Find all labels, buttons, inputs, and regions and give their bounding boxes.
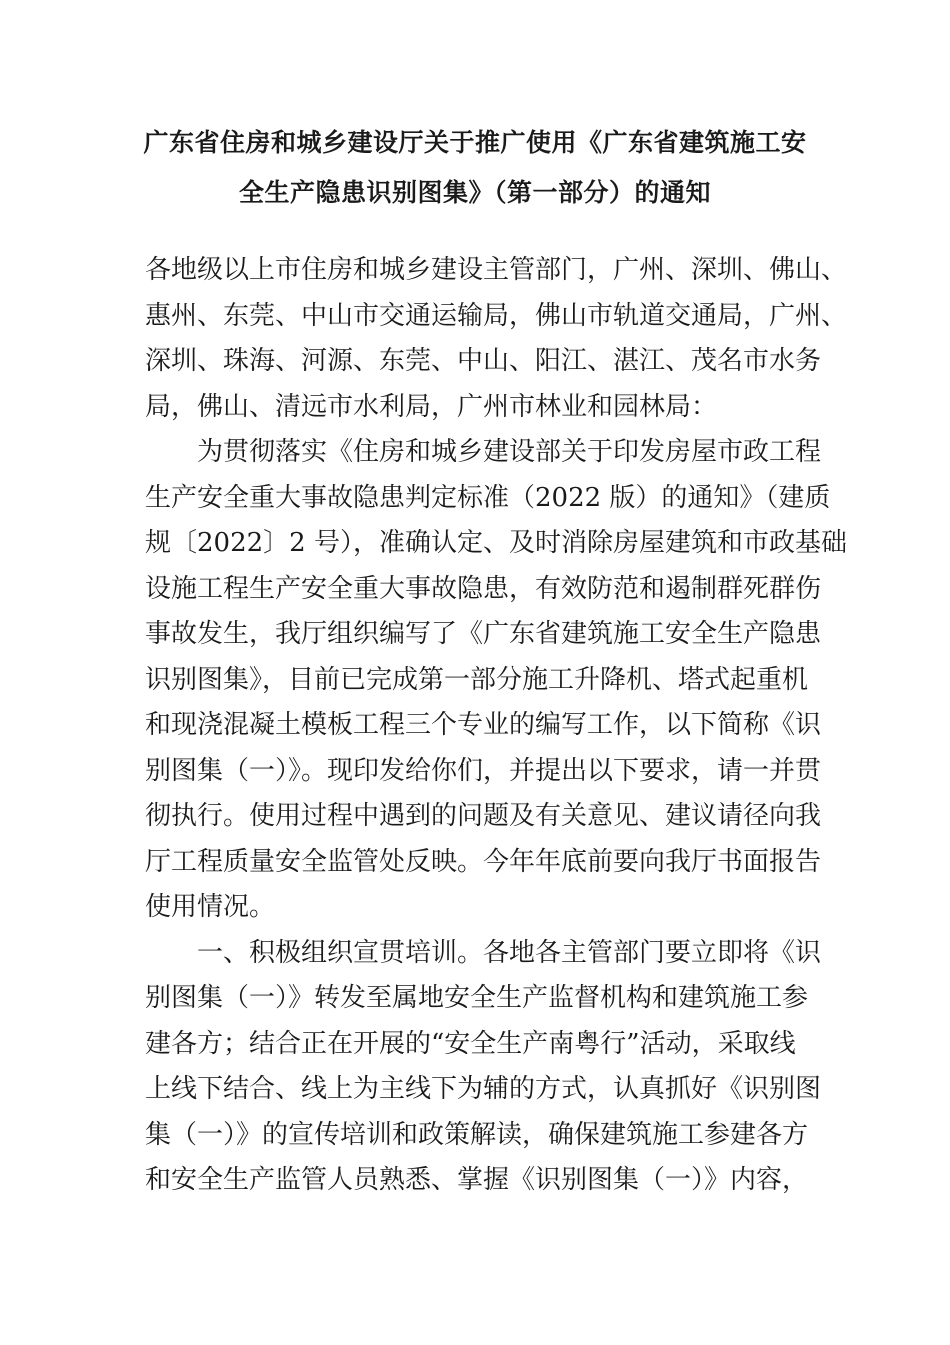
title-line: 广东省住房和城乡建设厅关于推广使用《广东省建筑施工安 <box>143 128 807 157</box>
text-line: 别图集（一）》转发至属地安全生产监督机构和建筑施工参 <box>145 983 809 1013</box>
text-line: 设施工程生产安全重大事故隐患，有效防范和遏制群死群伤 <box>145 573 822 604</box>
intro-paragraph <box>145 430 847 931</box>
text-line: 惠州、东莞、中山市交通运输局，佛山市轨道交通局，广州、 <box>145 300 848 331</box>
text-line: 别图集（一）》。现印发给你们，并提出以下要求，请一并贯 <box>145 755 822 786</box>
section-1-paragraph <box>145 931 822 1204</box>
addressee-paragraph <box>145 248 848 430</box>
text-line: 识别图集》，目前已完成第一部分施工升降机、塔式起重机 <box>145 664 809 695</box>
text-line: 事故发生，我厅组织编写了《广东省建筑施工安全生产隐患 <box>145 619 822 649</box>
text-line: 生产安全重大事故隐患判定标准（2022 版）的通知》（建质 <box>145 482 831 513</box>
text-line: 规〔2022〕2 号），准确认定、及时消除房屋建筑和市政基础 <box>145 528 847 558</box>
text-line: 使用情况。 <box>145 892 276 922</box>
text-line: 深圳、珠海、河源、东莞、中山、阳江、湛江、茂名市水务 <box>145 346 822 376</box>
text-line: 为贯彻落实《住房和城乡建设部关于印发房屋市政工程 <box>197 437 822 467</box>
text-line: 和现浇混凝土模板工程三个专业的编写工作，以下简称《识 <box>145 710 822 740</box>
text-line: 局，佛山、清远市水利局，广州市林业和园林局： <box>145 391 718 422</box>
text-line: 厅工程质量安全监管处反映。今年年底前要向我厅书面报告 <box>145 846 822 877</box>
text-line: 上线下结合、线上为主线下为辅的方式，认真抓好《识别图 <box>145 1074 822 1104</box>
text-line: 集（一）》的宣传培训和政策解读，确保建筑施工参建各方 <box>145 1119 809 1150</box>
title-line: 全生产隐患识别图集》（第一部分）的通知 <box>238 178 711 207</box>
text-line: 一、积极组织宣贯培训。各地各主管部门要立即将《识 <box>197 937 822 968</box>
document-body <box>145 248 848 1204</box>
text-line: 建各方；结合正在开展的“安全生产南粤行”活动，采取线 <box>145 1028 796 1059</box>
text-line: 各地级以上市住房和城乡建设主管部门，广州、深圳、佛山、 <box>145 255 848 285</box>
text-line: 和安全生产监管人员熟悉、掌握《识别图集（一）》内容， <box>145 1165 809 1195</box>
document-title <box>120 118 830 218</box>
text-line: 彻执行。使用过程中遇到的问题及有关意见、建议请径向我 <box>145 801 822 831</box>
